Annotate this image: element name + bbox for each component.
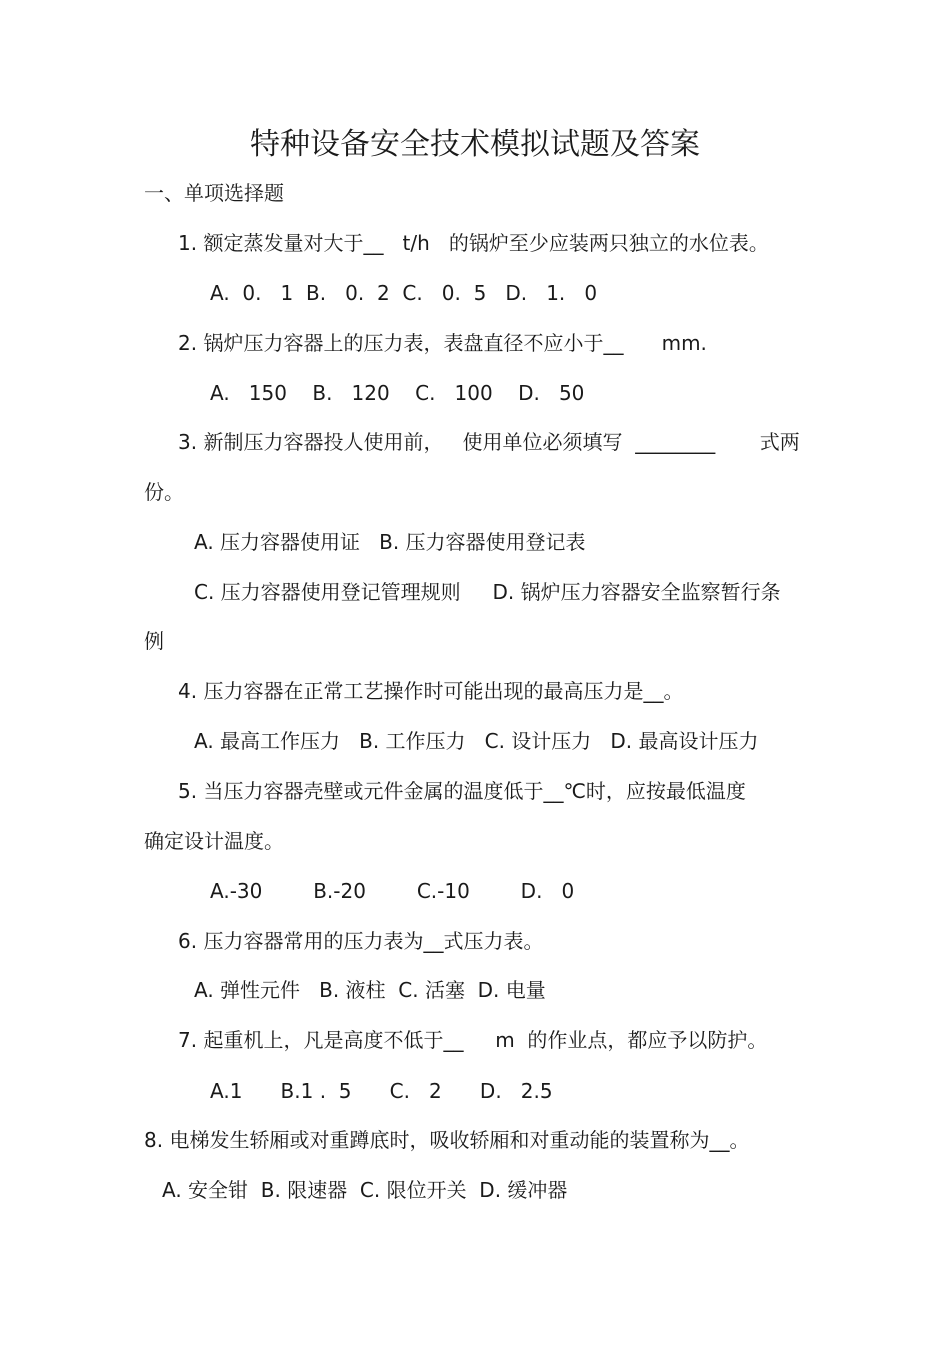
question-1-options: A. 0. 1 B. 0. 2 C. 0. 5 D. 1. 0 [210, 281, 598, 305]
question-5-continued: 确定设计温度。 [144, 829, 284, 853]
question-8-options: A. 安全钳 B. 限速器 C. 限位开关 D. 缓冲器 [162, 1178, 568, 1202]
page-title: 特种设备安全技术模拟试题及答案 [250, 127, 700, 162]
question-7: 7. 起重机上，凡是高度不低于__ m 的作业点，都应予以防护。 [178, 1028, 768, 1052]
question-3-options-continued: 例 [144, 629, 164, 653]
question-4: 4. 压力容器在正常工艺操作时可能出现的最高压力是__。 [178, 679, 684, 703]
question-7-options: A.1 B.1 . 5 C. 2 D. 2.5 [210, 1079, 553, 1103]
question-6: 6. 压力容器常用的压力表为__式压力表。 [178, 929, 544, 953]
question-2: 2. 锅炉压力容器上的压力表，表盘直径不应小于__ mm. [178, 331, 707, 355]
question-6-options: A. 弹性元件 B. 液柱 C. 活塞 D. 电量 [194, 978, 546, 1002]
question-4-options: A. 最高工作压力 B. 工作压力 C. 设计压力 D. 最高设计压力 [194, 729, 759, 753]
question-3: 3. 新制压力容器投人使用前， 使用单位必须填写 ________ 式两 [178, 430, 800, 454]
section-heading: 一、单项选择题 [144, 181, 284, 205]
question-3-options-cd: C. 压力容器使用登记管理规则 D. 锅炉压力容器安全监察暂行条 [194, 580, 781, 604]
question-1: 1. 额定蒸发量对大于__ t/h 的锅炉至少应装两只独立的水位表。 [178, 231, 769, 255]
question-3-continued: 份。 [144, 480, 184, 504]
question-3-options-ab: A. 压力容器使用证 B. 压力容器使用登记表 [194, 530, 586, 554]
question-8: 8. 电梯发生轿厢或对重蹲底时，吸收轿厢和对重动能的装置称为__。 [144, 1128, 750, 1152]
question-2-options: A. 150 B. 120 C. 100 D. 50 [210, 381, 585, 405]
question-5-options: A.-30 B.-20 C.-10 D. 0 [210, 879, 575, 903]
question-5: 5. 当压力容器壳壁或元件金属的温度低于__℃时，应按最低温度 [178, 779, 746, 803]
